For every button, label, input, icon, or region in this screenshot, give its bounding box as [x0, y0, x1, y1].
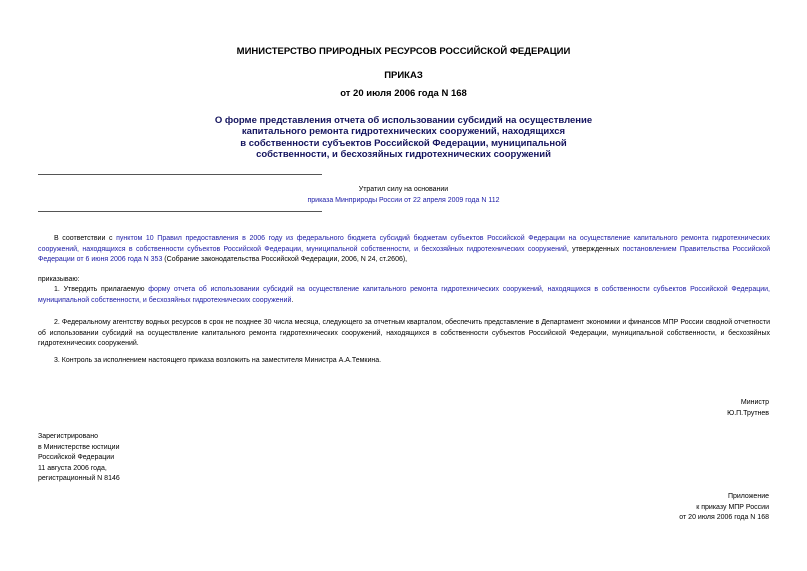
signature-position: Министр: [740, 399, 769, 406]
title-line: капитального ремонта гидротехнических сооружений, находящихся: [241, 126, 566, 138]
clause-1: 1. Утвердить прилагаемую форму отчета об использовании субсидий на осуществление капитального ремонта гидротехнических сооружений, находящихся в собственности субъектов Российской Федерации, муниципальной собственности, и бесхозяйных гидротехнических сооружений.: [38, 286, 770, 304]
clause-2: 2. Федеральному агентству водных ресурсов в срок не позднее 30 числа месяца, следующего за отчетным кварталом, обеспечить представление в Департамент экономики и финансов МПР России сводной отчетности об использовании субсидий на осуществление капитального ремонта гидротехнических сооружений, находящихся в собственности субъектов Российской Федерации, муниципальной собственности, и бесхозяйных гидротехнических сооружений.: [38, 319, 770, 348]
clause-3: 3. Контроль за исполнением настоящего приказа возложить на заместителя Министра А.А.Темкина.: [54, 357, 382, 364]
government-resolution-link[interactable]: постановлением Правительства Российской Федерации от 6 июня 2006 года N 353: [38, 245, 771, 264]
rules-link[interactable]: пунктом 10 Правил предоставления в 2006 году из федерального бюджета субсидий бюджетам субъектов Российской Федерации на осуществление капитального ремонта гидротехнических сооружений, находящихся в собственности субъектов Российской Федерации, муниципальной собственности, и бесхозяйных гидротехнических сооружений: [38, 235, 770, 253]
document-type: ПРИКАЗ: [384, 70, 423, 81]
document-title: [0, 115, 807, 161]
title-line: О форме представления отчета об использовании субсидий на осуществление: [214, 115, 593, 126]
preamble-paragraph: В соответствии с пунктом 10 Правил предоставления в 2006 году из федерального бюджета субсидий бюджетам субъектов Российской Федерации на осуществление капитального ремонта гидротехнических сооружений, находящихся в собственности субъектов Российской Федерации, муниципальной собственности, и бесхозяйных гидротехнических сооружений, утвержденных постановлением Правительства Российской Федерации от 6 июня 2006 года N 353 (Собрание законодательства Российской Федерации, 2006, N 24, ст.2606),: [38, 235, 771, 264]
title-line: собственности, и бесхозяйных гидротехнических сооружений: [256, 149, 551, 161]
order-word: приказываю:: [38, 276, 80, 283]
registration-block: Зарегистрировано в Министерстве юстиции Российской Федерации 11 августа 2006 года, регистрационный N 8146: [38, 433, 120, 482]
repeal-note: Утратил силу на основании: [358, 186, 449, 193]
appendix-block: Приложение к приказу МПР России от 20 июля 2006 года N 168: [679, 493, 769, 521]
ministry-heading: МИНИСТЕРСТВО ПРИРОДНЫХ РЕСУРСОВ РОССИЙСКОЙ ФЕДЕРАЦИИ: [236, 46, 571, 57]
divider-top: [38, 174, 322, 175]
title-line: в собственности субъектов Российской Федерации, муниципальной: [240, 137, 567, 149]
repeal-order-link[interactable]: приказа Минприроды России от 22 апреля 2009 года N 112: [307, 197, 500, 204]
document-date-number: от 20 июля 2006 года N 168: [340, 88, 467, 99]
report-form-link[interactable]: форму отчета об использовании субсидий на осуществление капитального ремонта гидротехнических сооружений, находящихся в собственности субъектов Российской Федерации, муниципальной собственности, и бесхозяйных гидротехнических сооружений: [38, 286, 770, 304]
divider-bottom: [38, 211, 322, 212]
signature-block: [727, 398, 769, 419]
signature-name: Ю.П.Трутнев: [727, 409, 769, 417]
